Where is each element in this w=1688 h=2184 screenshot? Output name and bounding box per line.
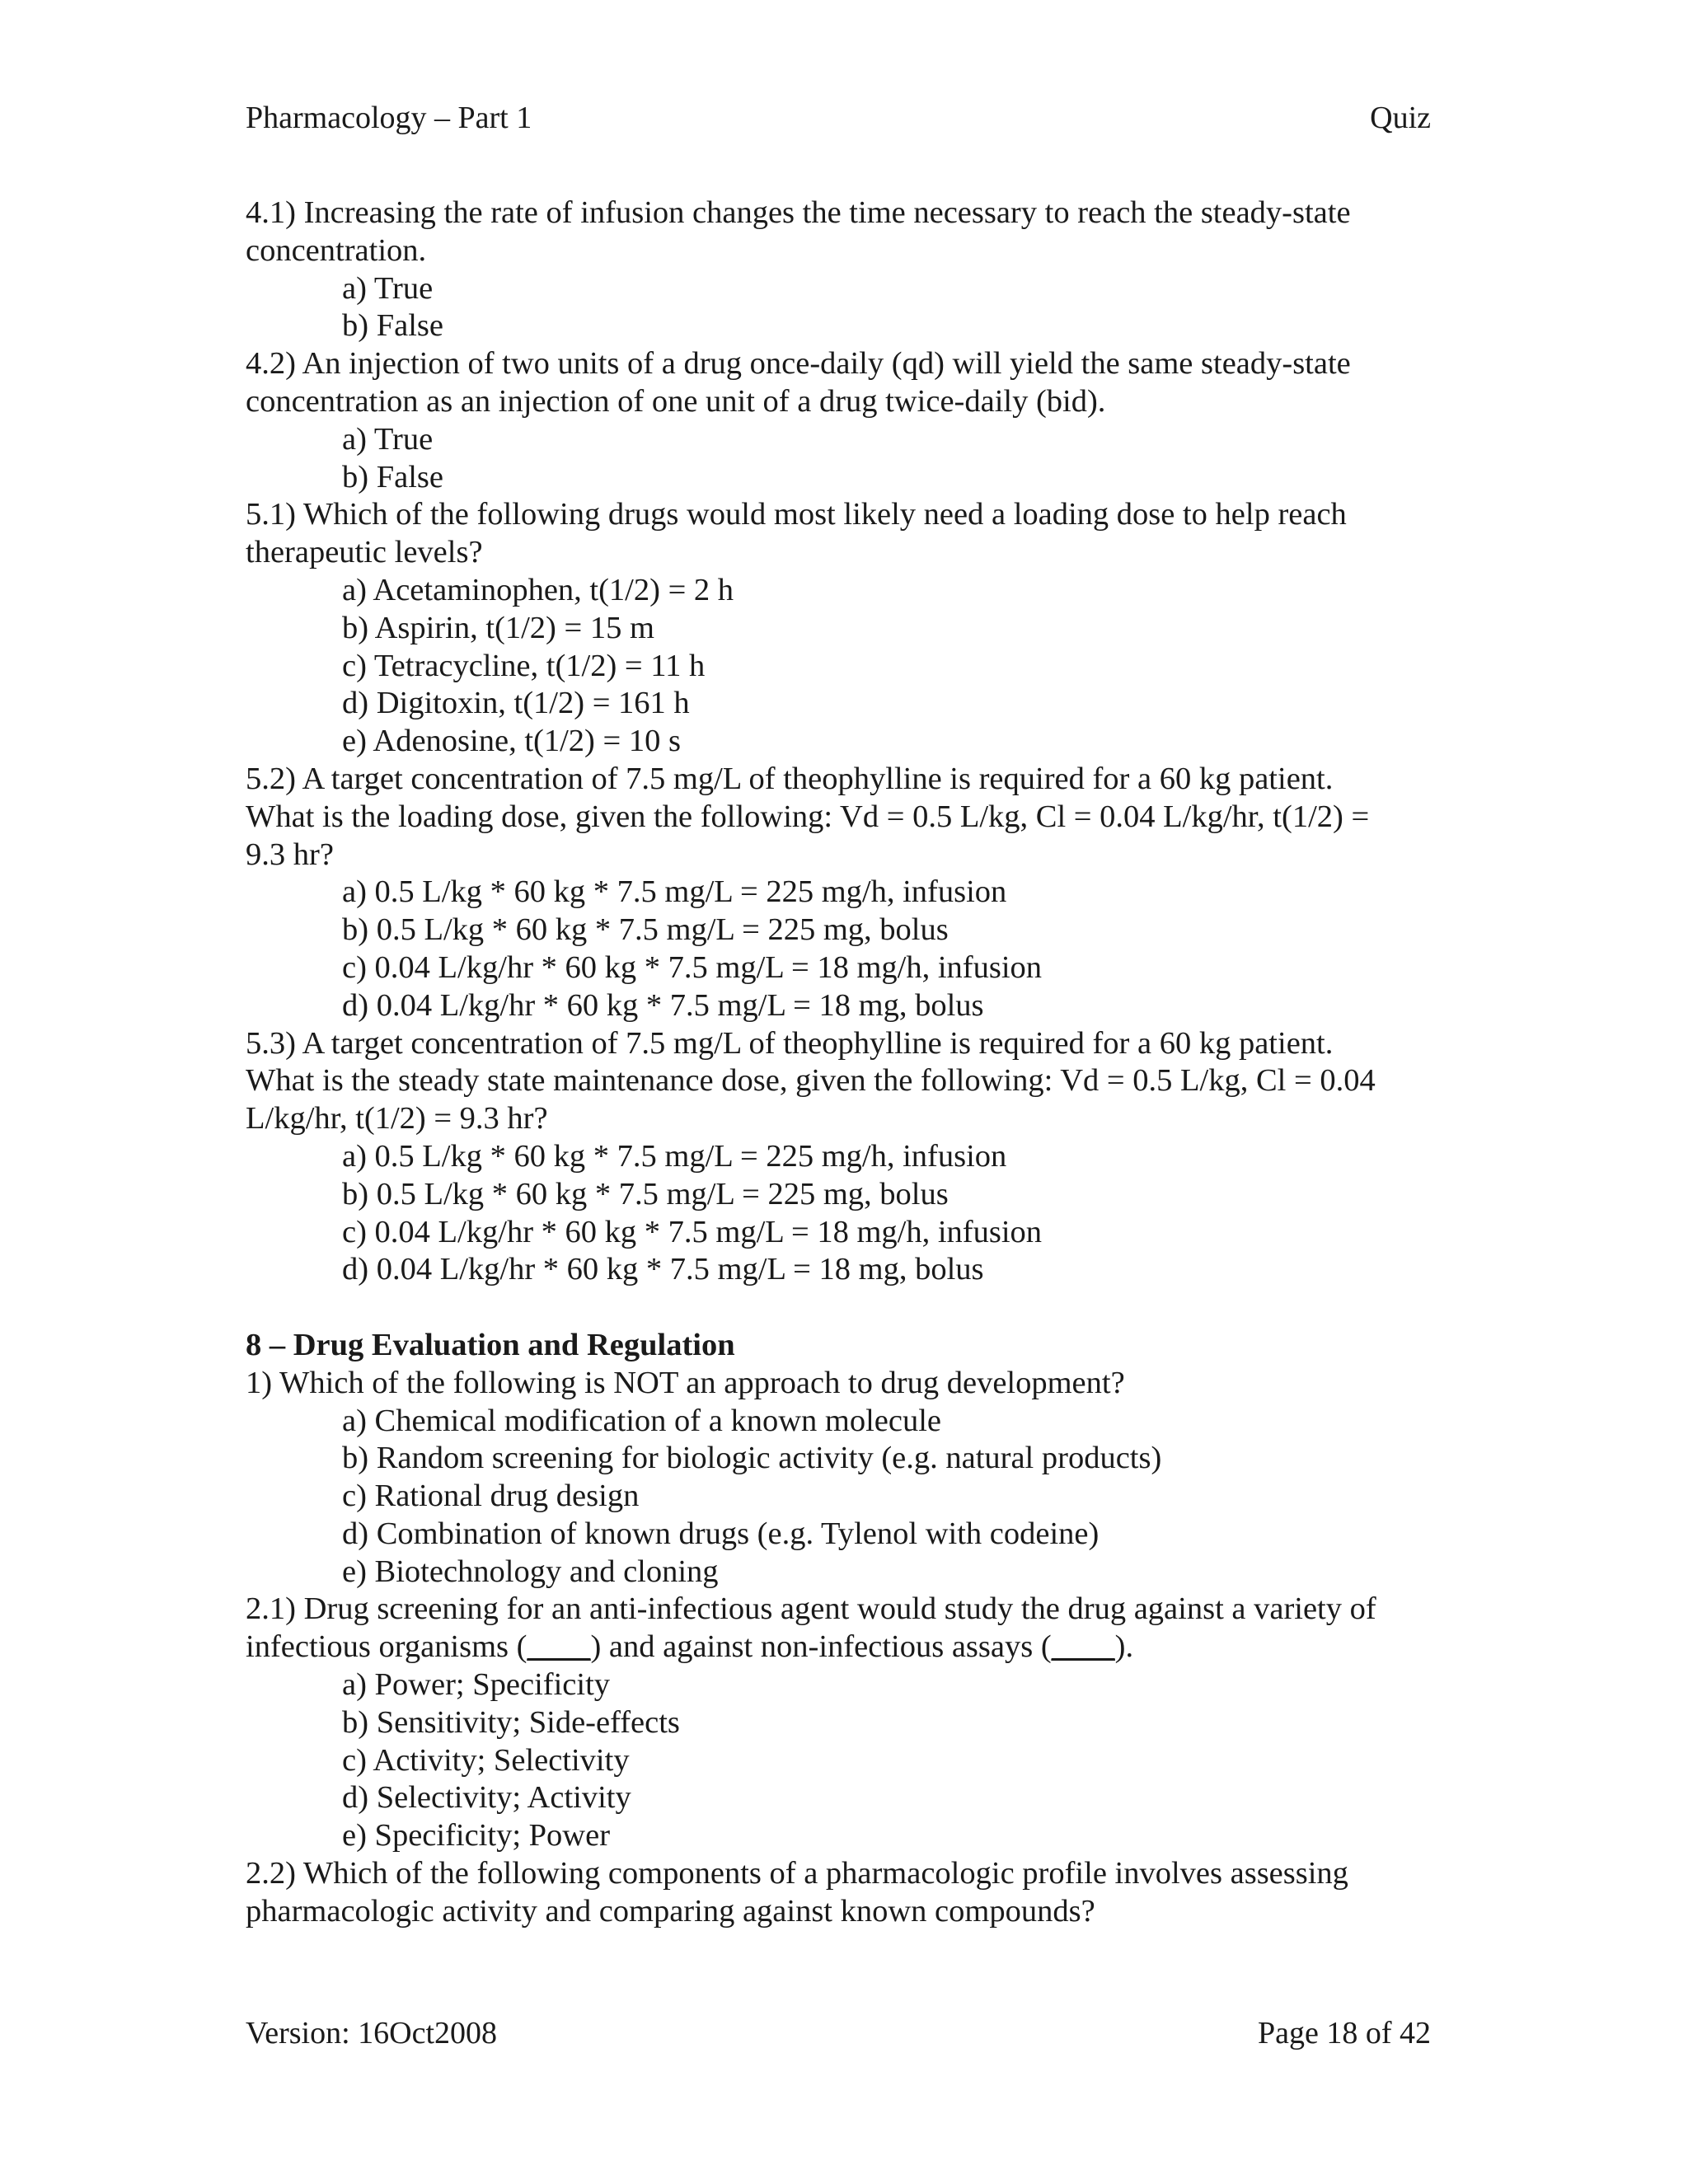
page-footer <box>246 2013 1431 2054</box>
answer-option: d) Combination of known drugs (e.g. Tylenol with codeine) <box>342 1516 1100 1551</box>
question-8-2-2 <box>246 1855 1432 1931</box>
answer-option: b) 0.5 L/kg * 60 kg * 7.5 mg/L = 225 mg, bolus <box>342 912 949 948</box>
question-4-1 <box>246 194 1432 345</box>
question-text-line: 5.3) A target concentration of 7.5 mg/L of theophylline is required for a 60 kg patient. <box>246 1025 1334 1061</box>
answer-option: c) Activity; Selectivity <box>342 1742 630 1778</box>
answer-option: c) 0.04 L/kg/hr * 60 kg * 7.5 mg/L = 18 mg/h, infusion <box>342 949 1043 985</box>
question-4-2 <box>246 345 1432 496</box>
question-text-line: 1) Which of the following is NOT an approach to drug development? <box>246 1365 1125 1400</box>
answer-option: b) False <box>342 308 443 344</box>
question-8-2-1 <box>246 1591 1432 1855</box>
question-text-fragment: ) and against non-infectious assays ( <box>590 1629 1052 1665</box>
question-text-line <box>246 1629 1432 1666</box>
question-text-line: concentration as an injection of one unit of a drug twice-daily (bid). <box>246 383 1106 419</box>
question-text-line: 5.1) Which of the following drugs would most likely need a loading dose to help reach <box>246 497 1347 532</box>
answer-option: a) Acetaminophen, t(1/2) = 2 h <box>342 572 734 607</box>
answer-option: c) Tetracycline, t(1/2) = 11 h <box>342 648 706 683</box>
answer-option: a) Power; Specificity <box>342 1667 611 1703</box>
answer-option: a) True <box>342 421 434 457</box>
question-text-line: 2.1) Drug screening for an anti-infectious agent would study the drug against a variety of <box>246 1591 1376 1627</box>
answer-blank: ____ <box>527 1629 591 1665</box>
question-8-1 <box>246 1365 1432 1591</box>
question-text-line: concentration. <box>246 232 427 268</box>
answer-option: a) True <box>342 270 434 306</box>
answer-option: c) Rational drug design <box>342 1479 640 1514</box>
answer-option: a) 0.5 L/kg * 60 kg * 7.5 mg/L = 225 mg/h, infusion <box>342 874 1007 910</box>
answer-option: e) Specificity; Power <box>342 1818 611 1854</box>
section-spacer <box>246 1289 1432 1327</box>
page-content <box>246 194 1432 1931</box>
answer-blank: ____ <box>1051 1629 1115 1665</box>
answer-option: b) Random screening for biologic activity (e.g. natural products) <box>342 1441 1162 1476</box>
footer-version: Version: 16Oct2008 <box>246 2016 498 2050</box>
question-text-line: 9.3 hr? <box>246 837 334 872</box>
answer-option: d) 0.04 L/kg/hr * 60 kg * 7.5 mg/L = 18 mg, bolus <box>342 987 984 1023</box>
question-5-2 <box>246 761 1432 1025</box>
question-text-line: 5.2) A target concentration of 7.5 mg/L of theophylline is required for a 60 kg patient. <box>246 761 1334 796</box>
header-doc-type: Quiz <box>1370 101 1431 135</box>
question-text-line: 4.2) An injection of two units of a drug once-daily (qd) will yield the same steady-state <box>246 346 1351 382</box>
question-text-line: pharmacologic activity and comparing against known compounds? <box>246 1893 1095 1929</box>
answer-option: b) 0.5 L/kg * 60 kg * 7.5 mg/L = 225 mg, bolus <box>342 1176 949 1212</box>
answer-option: b) Sensitivity; Side-effects <box>342 1704 680 1740</box>
answer-option: d) Selectivity; Activity <box>342 1780 631 1816</box>
question-text-fragment: ). <box>1114 1629 1134 1665</box>
header-course-title: Pharmacology – Part 1 <box>246 101 532 135</box>
question-text-line: therapeutic levels? <box>246 535 483 570</box>
answer-option: b) False <box>342 459 443 494</box>
question-text-fragment: infectious organisms ( <box>246 1629 528 1665</box>
section-heading: 8 – Drug Evaluation and Regulation <box>246 1327 735 1362</box>
question-text-line: 2.2) Which of the following components of a pharmacologic profile involves assessing <box>246 1856 1348 1891</box>
answer-option: a) Chemical modification of a known molecule <box>342 1403 941 1438</box>
question-text-line: 4.1) Increasing the rate of infusion changes the time necessary to reach the steady-state <box>246 195 1351 230</box>
answer-option: d) Digitoxin, t(1/2) = 161 h <box>342 686 690 721</box>
answer-option: a) 0.5 L/kg * 60 kg * 7.5 mg/L = 225 mg/h, infusion <box>342 1138 1007 1174</box>
answer-option: e) Biotechnology and cloning <box>342 1554 719 1589</box>
answer-option: c) 0.04 L/kg/hr * 60 kg * 7.5 mg/L = 18 mg/h, infusion <box>342 1214 1043 1249</box>
question-text-line: L/kg/hr, t(1/2) = 9.3 hr? <box>246 1101 548 1137</box>
question-5-3 <box>246 1025 1432 1290</box>
page-header <box>246 97 1431 138</box>
question-text-line: What is the steady state maintenance dose, given the following: Vd = 0.5 L/kg, Cl = 0.04 <box>246 1063 1376 1099</box>
footer-page-number: Page 18 of 42 <box>1257 2016 1431 2050</box>
answer-option: b) Aspirin, t(1/2) = 15 m <box>342 610 654 645</box>
answer-option: e) Adenosine, t(1/2) = 10 s <box>342 724 681 759</box>
question-5-1 <box>246 496 1432 761</box>
question-text-line: What is the loading dose, given the following: Vd = 0.5 L/kg, Cl = 0.04 L/kg/hr, t(1/2) = <box>246 799 1370 834</box>
answer-option: d) 0.04 L/kg/hr * 60 kg * 7.5 mg/L = 18 mg, bolus <box>342 1252 984 1287</box>
